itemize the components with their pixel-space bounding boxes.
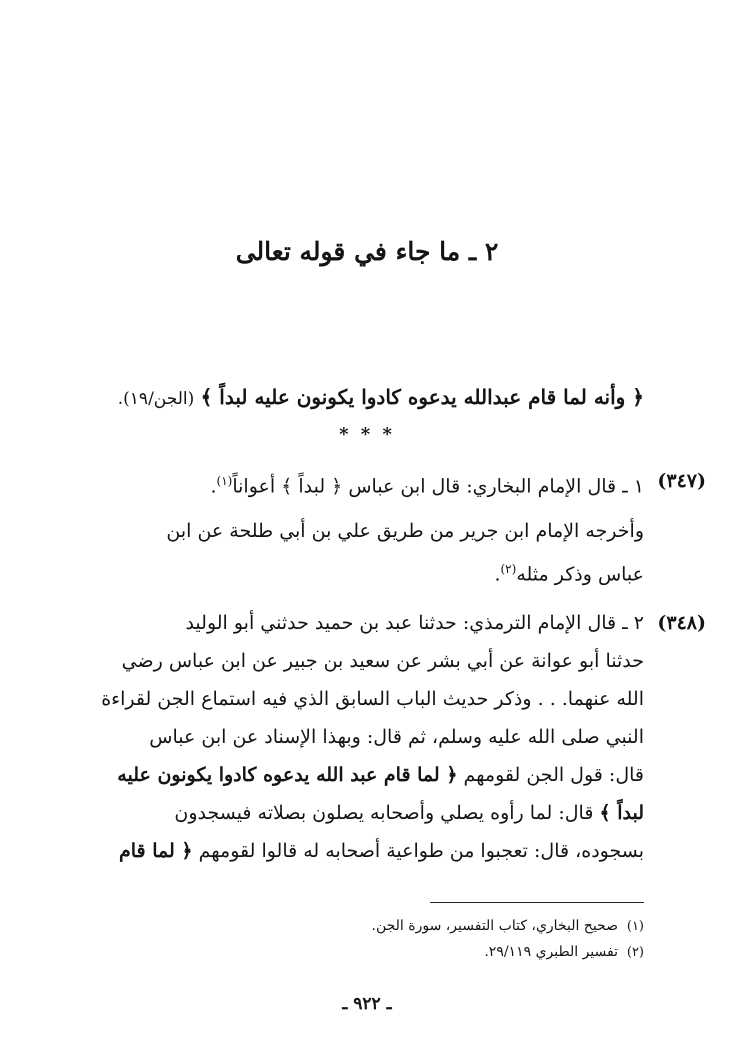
footnote-1-text: صحيح البخاري، كتاب التفسير، سورة الجن. (371, 918, 618, 934)
entry-348-verse-quote-3: ﴿ لما قام (119, 840, 193, 862)
entry-348-line-1: ٢ ـ قال الإمام الترمذي: حدثنا عبد بن حميد حدثني أبو الوليد (185, 612, 644, 634)
footnote-1 (84, 914, 644, 939)
entry-348-verse-quote-2: لبداً ﴾ (599, 802, 644, 824)
entry-347-line-3: عباس وذكر مثله$^{(٢)}$. (494, 562, 644, 586)
footnote-mark-2[interactable]: (٢) (500, 562, 517, 576)
entry-347-line-2: وأخرجه الإمام ابن جرير من طريق علي بن أبي طلحة عن ابن (166, 520, 644, 542)
entry-348-body (88, 604, 644, 870)
section-title: ٢ ـ ما جاء في قوله تعالى (235, 237, 499, 266)
quran-verse (84, 380, 644, 416)
entry-348-line-5: قال: قول الجن لقومهم ﴿ لما قام عبد الله يدعوه كادوا يكونون عليه (117, 764, 644, 786)
entry-348-line-3: الله عنهما. . . وذكر حديث الباب السابق الذي فيه استماع الجن لقراءة (101, 688, 644, 710)
footnote-mark-1[interactable]: (١) (216, 474, 233, 488)
entry-number-347: (٣٤٧) (657, 470, 706, 492)
entry-number-348: (٣٤٨) (657, 612, 706, 634)
entry-347-continuation (88, 512, 644, 593)
entry-348-line-4: النبي صلى الله عليه وسلم، ثم قال: وبهذا الإسناد عن ابن عباس (149, 726, 644, 748)
footnote-2-number: (٢) (626, 945, 644, 960)
footnote-2 (84, 940, 644, 965)
footnote-2-text: تفسير الطبري ٢٩/١١٩. (484, 944, 618, 960)
footnote-divider (430, 902, 644, 903)
footnote-1-number: (١) (626, 919, 644, 934)
page-number: ـ ٩٢٢ ـ (342, 994, 392, 1014)
entry-347-line-1: ١ ـ قال الإمام البخاري: قال ابن عباس ﴿ لبداً ﴾ أعواناً$^{(١)}$. (210, 474, 644, 498)
verse-text: ﴿ وأنه لما قام عبدالله يدعوه كادوا يكونون عليه لبداً ﴾ (200, 385, 644, 409)
section-separator: * * * (339, 424, 395, 445)
entry-348-line-7: بسجوده، قال: تعجبوا من طواعية أصحابه له قالوا لقومهم ﴿ لما قام (119, 840, 644, 862)
entry-348-verse-quote-1: ﴿ لما قام عبد الله يدعوه كادوا يكونون عليه (117, 764, 458, 786)
entry-348-line-6: لبداً ﴾ قال: لما رأوه يصلي وأصحابه يصلون بصلاته فيسجدون (174, 802, 644, 824)
entry-348-line-2: حدثنا أبو عوانة عن أبي بشر عن سعيد بن جبير عن ابن عباس رضي (121, 650, 644, 672)
verse-reference: (الجن/١٩). (117, 389, 195, 409)
entry-347-body (88, 462, 644, 505)
